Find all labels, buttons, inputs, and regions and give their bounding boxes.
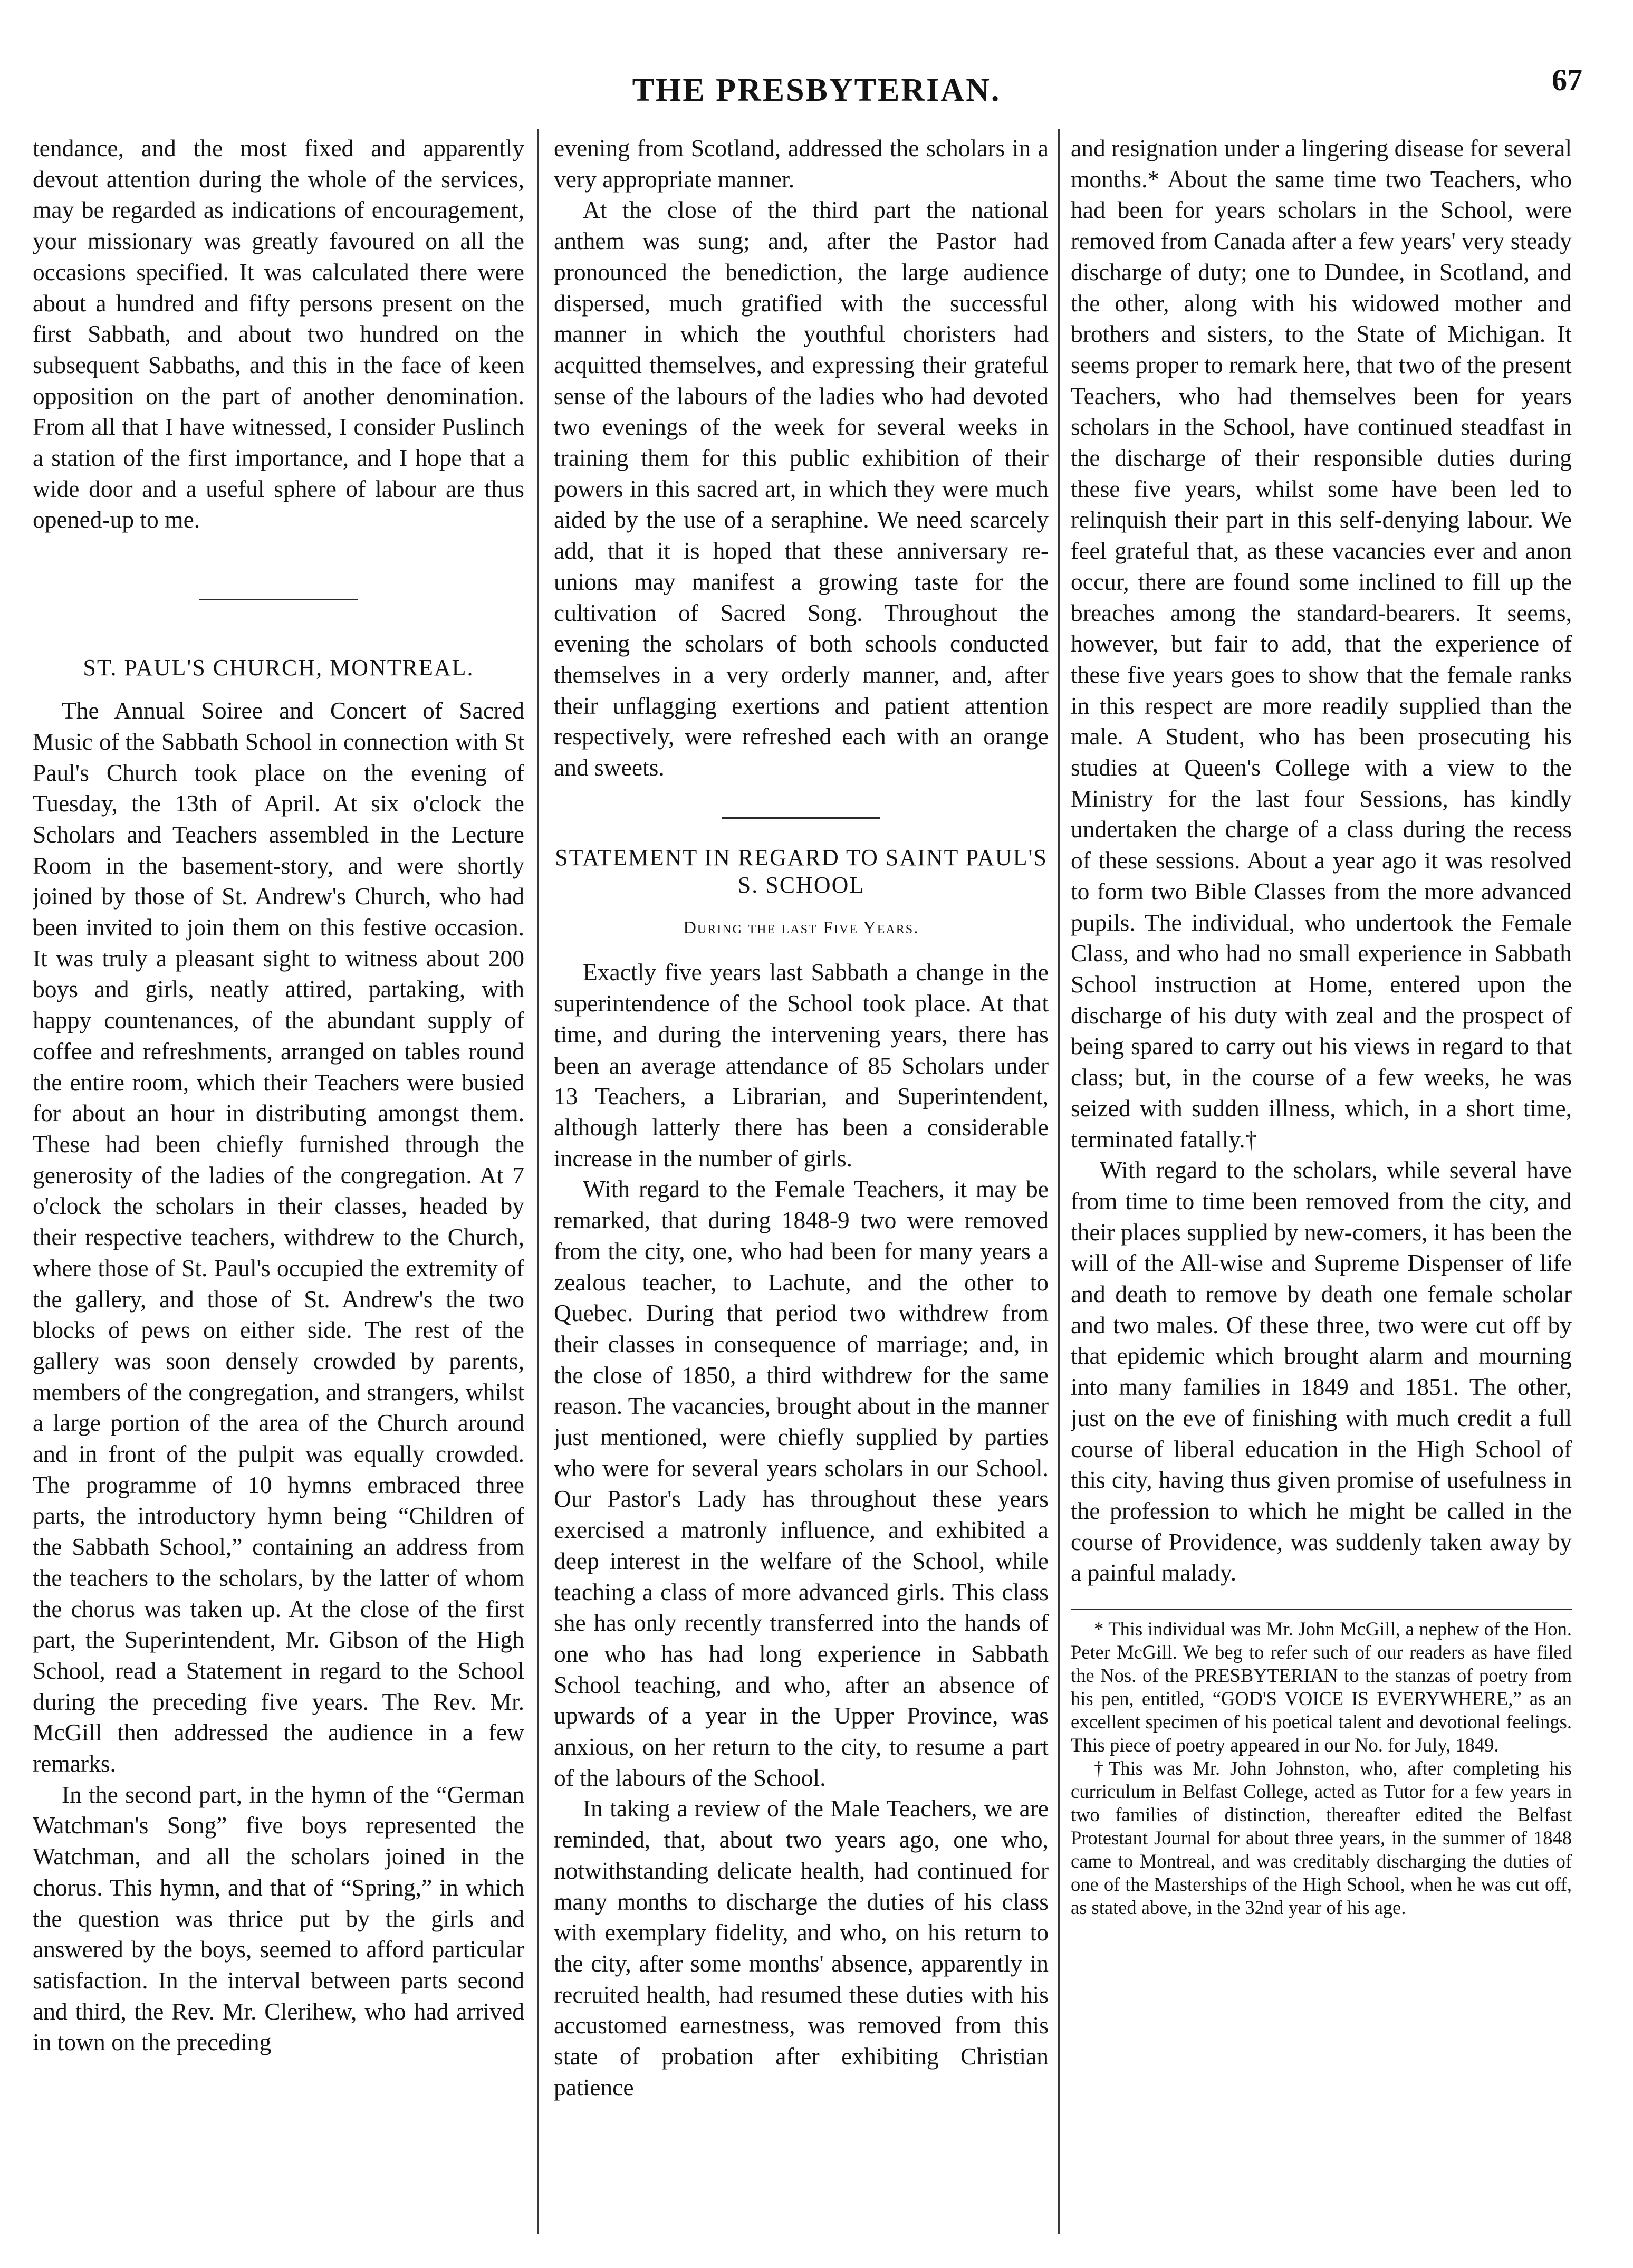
section-separator: [199, 599, 358, 600]
footnotes: [1071, 1618, 1572, 1919]
page-header: [0, 62, 1633, 120]
col1-para-2: The Annual Soiree and Concert of Sacred Music of the Sabbath School in connection with St Paul's Church took place on the evening of Tuesday, the 13th of April. At six o'clock the Scholars and Teachers assembled in the Lecture Room in the basement-story, and were shortly joined by those of St. Andrew's Church, who had been invited to join them on this festive occasion. It was truly a pleasant sight to witness about 200 boys and girls, neatly attired, partaking, with happy countenances, of the abundant supply of coffee and refreshments, arranged on tables round the entire room, which their Teachers were busied for about an hour in distributing amongst them. These had been chiefly furnished through the generosity of the ladies of the congregation. At 7 o'clock the scholars in their classes, headed by their respective teachers, withdrew to the Church, where those of St. Paul's occupied the extremity of the gallery, and those of St. Andrew's the two blocks of pews on either side. The rest of the gallery was soon densely crowded by parents, members of the congregation, and strangers, whilst a large portion of the area of the Church around and in front of the pulpit was equally crowded. The programme of 10 hymns embraced three parts, the introductory hymn being “Children of the Sabbath School,” containing an address from the teachers to the scholars, by the latter of whom the chorus was taken up. At the close of the first part, the Superintendent, Mr. Gibson of the High School, read a Statement in regard to the School during the preceding five years. The Rev. Mr. McGill then addressed the audience in a few remarks.: [33, 697, 524, 1777]
column-rule-right: [1058, 129, 1060, 2234]
section-heading-st-pauls: ST. PAUL'S CHURCH, MONTREAL.: [83, 655, 474, 681]
page-number: 67: [1552, 63, 1582, 97]
col2-para-1: evening from Scotland, addressed the scholars in a very appropriate manner.: [554, 135, 1049, 193]
col2-para-5: In taking a review of the Male Teachers, we are reminded, that, about two years ago, one who, notwithstanding delicate health, had continued for many months to discharge the duties of his class with exemplary fidelity, and who, on his return to the city, after some months' absence, apparently in recruited health, had resumed these duties with his accustomed earnestness, was removed from this state of probation after exhibiting Christian patience: [554, 1795, 1049, 2101]
running-title: THE PRESBYTERIAN.: [632, 72, 1001, 108]
section-separator: [722, 817, 880, 819]
col1-para-3: In the second part, in the hymn of the “German Watchman's Song” five boys represented the Watchman, and all the scholars joined in the chorus. This hymn, and that of “Spring,” in which the question was thrice put by the girls and answered by the boys, seemed to afford particular satisfaction. In the interval between parts second and third, the Rev. Mr. Clerihew, who had arrived in town on the preceding: [33, 1781, 524, 2056]
section-heading-statement: STATEMENT IN REGARD TO SAINT PAUL'S S. SCHOOL: [555, 844, 1048, 898]
footnote-2: †This was Mr. John Johnston, who, after completing his curriculum in Belfast College, acted as Tutor for a few years in two families of distinction, thereafter edited the Belfast Protestant Journal for about three years, in the summer of 1848 came to Montreal, and was creditably discharging the duties of one of the Masterships of the High School, when he was cut off, as stated above, in the 32nd year of his age.: [1071, 1757, 1572, 1919]
col3-para-1: and resignation under a lingering disease for several months.* About the same time two Teachers, who had been for years scholars in the School, were removed from Canada after a few years' very steady discharge of duty; one to Dundee, in Scotland, and the other, along with his widowed mother and brothers and sisters, to the State of Michigan. It seems proper to remark here, that two of the present Teachers, who had themselves been for years scholars in the School, have continued steadfast in the discharge of their responsible duties during these five years, whilst some have been led to relinquish their part in this self-denying labour. We feel grateful that, as these vacancies ever and anon occur, there are found some inclined to fill up the breaches among the standard-bearers. It seems, however, but fair to add, that the experience of these five years goes to show that the female ranks in this respect are more readily supplied than the male. A Student, who has been prosecuting his studies at Queen's College with a view to the Ministry for the last four Sessions, has kindly undertaken the charge of a class during the recess of these sessions. About a year ago it was resolved to form two Bible Classes from the more advanced pupils. The individual, who undertook the Female Class, and who had no small experience in Sabbath School instruction at Home, entered upon the discharge of his duty with zeal and the prospect of being spared to carry out his views in regard to that class; but, in the course of a few weeks, he was seized with sudden illness, which, in a short time, terminated fatally.†: [1071, 135, 1572, 1153]
column-rule-left: [537, 129, 539, 2234]
col1-para-1: tendance, and the most fixed and apparently devout attention during the whole of the services, may be regarded as indications of encouragement, your missionary was greatly favoured on all the occasions specified. It was calculated there were about a hundred and fifty persons present on the first Sabbath, and about two hundred on the subsequent Sabbaths, and this in the face of keen opposition on the part of another denomination. From all that I have witnessed, I consider Puslinch a station of the first importance, and I hope that a wide door and a useful sphere of labour are thus opened-up to me.: [33, 135, 524, 533]
column-1: [33, 133, 524, 2243]
col2-para-4: With regard to the Female Teachers, it may be remarked, that during 1848-9 two were removed from the city, one, who had been for many years a zealous teacher, to Lachute, and the other to Quebec. During that period two withdrew from their classes in consequence of marriage; and, in the close of 1850, a third withdrew for the same reason. The vacancies, brought about in the manner just mentioned, were chiefly supplied by parties who were for several years scholars in our School. Our Pastor's Lady has throughout these years exercised a matronly influence, and exhibited a deep interest in the welfare of the School, while teaching a class of more advanced girls. This class she has only recently transferred into the hands of one who has had long experience in Sabbath School teaching, and who, after an absence of upwards of a year in the Upper Province, was anxious, on her return to the city, to resume a part of the labours of the School.: [554, 1175, 1049, 1791]
col2-para-3: Exactly five years last Sabbath a change in the superintendence of the School took place. At that time, and during the intervening years, there has been an average attendance of 85 Scholars under 13 Teachers, a Librarian, and Superintendent, although latterly there has been a considerable increase in the number of girls.: [554, 959, 1049, 1172]
column-2: [554, 133, 1049, 2243]
footnote-rule: [1071, 1609, 1572, 1610]
section-subheading: During the last Five Years.: [683, 917, 919, 937]
column-3: [1071, 133, 1572, 2243]
footnote-1: * This individual was Mr. John McGill, a nephew of the Hon. Peter McGill. We beg to refer such of our readers as have filed the Nos. of the PRESBYTERIAN to the stanzas of poetry from his pen, entitled, “GOD'S VOICE IS EVERYWHERE,” as an excellent specimen of his poetical talent and devotional feelings. This piece of poetry appeared in our No. for July, 1849.: [1071, 1618, 1572, 1756]
col2-para-2: At the close of the third part the national anthem was sung; and, after the Pastor had pronounced the benediction, the large audience dispersed, much gratified with the successful manner in which the youthful choristers had acquitted themselves, and expressing their grateful sense of the labours of the ladies who had devoted two evenings of the week for several weeks in training them for this public exhibition of their powers in this sacred art, in which they were much aided by the use of a seraphine. We need scarcely add, that it is hoped that these anniversary re-unions may manifest a growing taste for the cultivation of Sacred Song. Throughout the evening the scholars of both schools conducted themselves in a very orderly manner, and, after their unflagging exertions and patient attention respectively, were refreshed each with an orange and sweets.: [554, 196, 1049, 781]
col3-para-2: With regard to the scholars, while several have from time to time been removed from the city, and their places supplied by new-comers, it has been the will of the All-wise and Supreme Dispenser of life and death to remove by death one female scholar and two males. Of these three, two were cut off by that epidemic which brought alarm and mourning into many families in 1849 and 1851. The other, just on the eve of finishing with much credit a full course of liberal education in the High School of this city, having thus given promise of usefulness in the profession to which he might be called in the course of Providence, was suddenly taken away by a painful malady.: [1071, 1156, 1572, 1586]
